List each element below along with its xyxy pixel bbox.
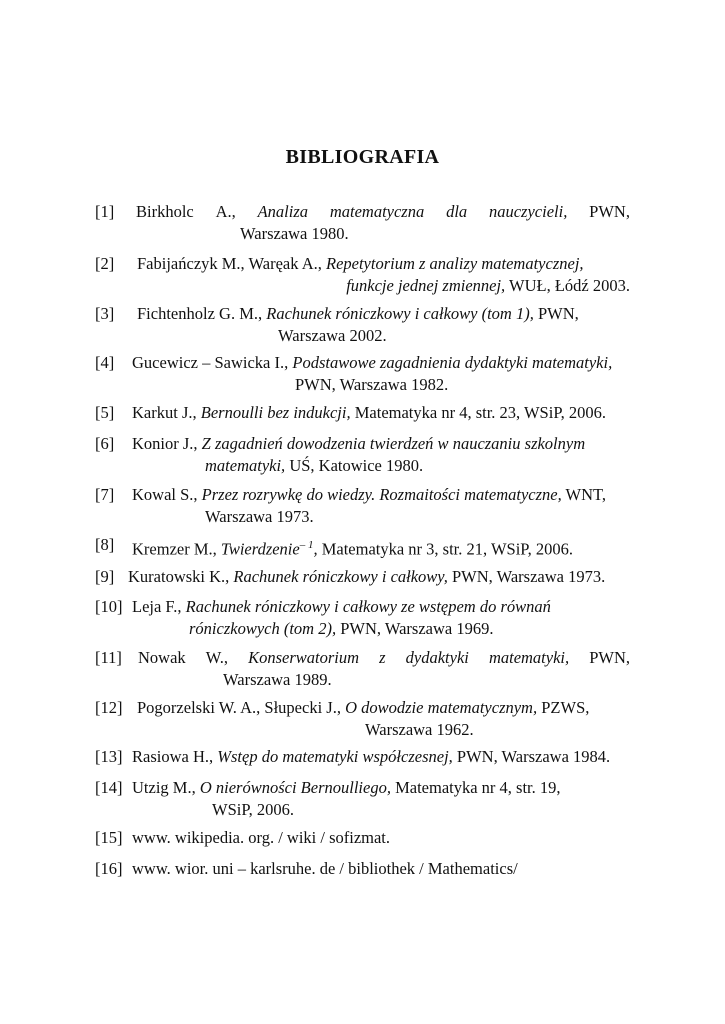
- entry-authors: Gucewicz – Sawicka I.,: [132, 353, 293, 372]
- entry-number: [13]: [95, 747, 123, 766]
- entry-number: [14]: [95, 778, 123, 797]
- entry-title: Repetytorium z analizy matematycznej,: [326, 254, 584, 273]
- entry-number: [15]: [95, 828, 123, 847]
- entry-text: [137, 697, 589, 719]
- entry-text: [132, 596, 551, 618]
- entry-line: Warszawa 1973.: [205, 507, 314, 526]
- bibliography-entry-15: [95, 827, 630, 849]
- bibliography-entry-3: [95, 303, 630, 347]
- entry-number: [6]: [95, 434, 115, 453]
- entry-line: Warszawa 2002.: [278, 326, 387, 345]
- entry-authors: Fabijańczyk M., Waręak A.,: [137, 254, 326, 273]
- entry-line: [95, 566, 630, 588]
- bibliography-entry-9: [95, 566, 630, 588]
- bibliography-entry-16: [95, 858, 630, 880]
- entry-number: [4]: [95, 353, 115, 372]
- entry-word: Konserwatorium: [248, 648, 360, 667]
- entry-publisher: PWN,: [533, 304, 579, 323]
- entry-line: PWN, Warszawa 1982.: [295, 375, 449, 394]
- entry-title: O nierówności Bernoulliego,: [199, 778, 391, 797]
- entry-word: dydaktyki: [405, 648, 469, 667]
- entry-number: [1]: [95, 202, 115, 221]
- entry-number: [9]: [95, 567, 115, 586]
- entry-text: [132, 402, 606, 424]
- entry-line: [95, 402, 630, 424]
- bibliography-entry-2: [95, 253, 630, 297]
- bibliography-entry-12: [95, 697, 630, 741]
- entry-text: [132, 777, 561, 799]
- entry-publisher: Matematyka nr 4, str. 23, WSiP, 2006.: [350, 403, 607, 422]
- bibliography-entry-7: [95, 484, 630, 528]
- entry-line: [95, 697, 630, 719]
- entry-text: [137, 253, 584, 275]
- entry-number: [5]: [95, 403, 115, 422]
- entry-publisher: WNT,: [561, 485, 607, 504]
- bibliography-entry-8: [95, 534, 630, 561]
- entry-authors: Rasiowa H.,: [132, 747, 218, 766]
- entry-line: [95, 303, 630, 325]
- entry-authors: Fichtenholz G. M.,: [137, 304, 267, 323]
- entry-number: [3]: [95, 304, 115, 323]
- entry-line: [95, 484, 630, 506]
- bibliography-entry-10: [95, 596, 630, 640]
- entry-authors: Utzig M.,: [132, 778, 200, 797]
- entry-title: Rachunek róniczkowy i całkowy,: [233, 567, 448, 586]
- entry-line: [95, 275, 630, 297]
- entry-authors: Karkut J.,: [132, 403, 201, 422]
- bibliography-entry-13: [95, 746, 630, 768]
- entry-line: [95, 647, 630, 669]
- entry-word: PWN,: [589, 202, 630, 221]
- entry-authors: Pogorzelski W. A., Słupecki J.,: [137, 698, 346, 717]
- entry-publisher: PWN, Warszawa 1984.: [452, 747, 611, 766]
- entry-line: Warszawa 1980.: [240, 224, 349, 243]
- entry-number: [16]: [95, 859, 123, 878]
- entry-number: [7]: [95, 485, 115, 504]
- entry-line: [95, 827, 630, 849]
- entry-number: [8]: [95, 535, 115, 554]
- entry-superscript: – 1: [299, 539, 314, 551]
- entry-publisher: WUŁ, Łódź 2003.: [505, 276, 630, 295]
- bibliography-entry-14: [95, 777, 630, 821]
- bibliography-entry-1: [95, 201, 630, 245]
- entry-word: matematyczna: [329, 202, 425, 221]
- bibliography-entry-11: [95, 647, 630, 691]
- entry-text: [132, 352, 612, 374]
- entry-authors: Kuratowski K.,: [128, 567, 234, 586]
- entry-line: [95, 618, 630, 640]
- entry-title: Bernoulli bez indukcji,: [200, 403, 351, 422]
- entry-publisher: UŚ, Katowice 1980.: [285, 456, 424, 475]
- entry-text: [132, 433, 585, 455]
- bibliography-entry-6: [95, 433, 630, 477]
- entry-line: Warszawa 1989.: [223, 670, 332, 689]
- entry-word: W.,: [205, 648, 229, 667]
- entry-url: www. wikipedia. org. / wiki / sofizmat.: [132, 828, 391, 847]
- entry-number: [2]: [95, 254, 115, 273]
- entry-authors: Leja F.,: [132, 597, 186, 616]
- entry-word: PWN,: [589, 648, 630, 667]
- entry-publisher: Matematyka nr 3, str. 21, WSiP, 2006.: [317, 539, 574, 559]
- page-title: BIBLIOGRAFIA: [285, 146, 440, 168]
- entry-title: Wstęp do matematyki współczesnej,: [217, 747, 453, 766]
- entry-publisher: Matematyka nr 4, str. 19,: [390, 778, 561, 797]
- entry-title: Podstawowe zagadnienia dydaktyki matematyki,: [292, 353, 613, 372]
- entry-text: [132, 534, 573, 561]
- entry-word: Analiza: [257, 202, 308, 221]
- entry-line: [95, 253, 630, 275]
- entry-authors: Kowal S.,: [132, 485, 202, 504]
- entry-word: z: [379, 648, 386, 667]
- entry-line: [95, 596, 630, 618]
- entry-text: [138, 647, 630, 669]
- entry-url: www. wior. uni – karlsruhe. de / bibliothek / Mathematics/: [132, 859, 518, 878]
- entry-authors: Kremzer M.,: [132, 539, 221, 559]
- entry-title: Rachunek róniczkowy i całkowy (tom 1),: [266, 304, 534, 323]
- entry-publisher: PWN, Warszawa 1973.: [447, 567, 606, 586]
- entry-word: nauczycieli,: [488, 202, 568, 221]
- entry-comma: ,: [313, 539, 318, 559]
- entry-line: [95, 433, 630, 455]
- entry-line: [95, 201, 630, 223]
- entry-word: dla: [446, 202, 468, 221]
- entry-publisher: PZWS,: [537, 698, 590, 717]
- entry-title: Twierdzenie: [220, 539, 300, 559]
- entry-text: [132, 746, 610, 768]
- entry-line: Warszawa 1962.: [365, 720, 474, 739]
- entry-line: [95, 352, 630, 374]
- bibliography-entry-4: [95, 352, 630, 396]
- entry-line: WSiP, 2006.: [212, 800, 295, 819]
- entry-line: [95, 777, 630, 799]
- bibliography-entry-5: [95, 402, 630, 424]
- entry-publisher: PWN, Warszawa 1969.: [336, 619, 494, 638]
- entry-line: [95, 455, 630, 477]
- entry-line: [95, 746, 630, 768]
- entry-word: matematyki,: [488, 648, 570, 667]
- entry-line: [95, 858, 630, 880]
- entry-text: [137, 303, 579, 325]
- entry-line: [95, 534, 630, 561]
- entry-number: [11]: [95, 648, 122, 667]
- entry-title: róniczkowych (tom 2),: [189, 619, 337, 638]
- entry-word: Nowak: [138, 648, 186, 667]
- entry-title: Przez rozrywkę do wiedzy. Rozmaitości matematyczne,: [201, 485, 562, 504]
- entry-title: funkcje jednej zmiennej,: [346, 276, 506, 295]
- entry-title: Z zagadnień dowodzenia twierdzeń w nauczaniu szkolnym: [201, 434, 586, 453]
- entry-title: O dowodzie matematycznym,: [345, 698, 538, 717]
- entry-authors: Konior J.,: [132, 434, 202, 453]
- entry-title: Rachunek róniczkowy i całkowy ze wstępem do równań: [185, 597, 551, 616]
- entry-text: [136, 201, 630, 223]
- entry-word: Birkholc: [136, 202, 194, 221]
- entry-word: A.,: [215, 202, 236, 221]
- entry-title: matematyki,: [205, 456, 286, 475]
- entry-text: [128, 566, 605, 588]
- entry-number: [12]: [95, 698, 123, 717]
- entry-text: [132, 484, 606, 506]
- entry-number: [10]: [95, 597, 123, 616]
